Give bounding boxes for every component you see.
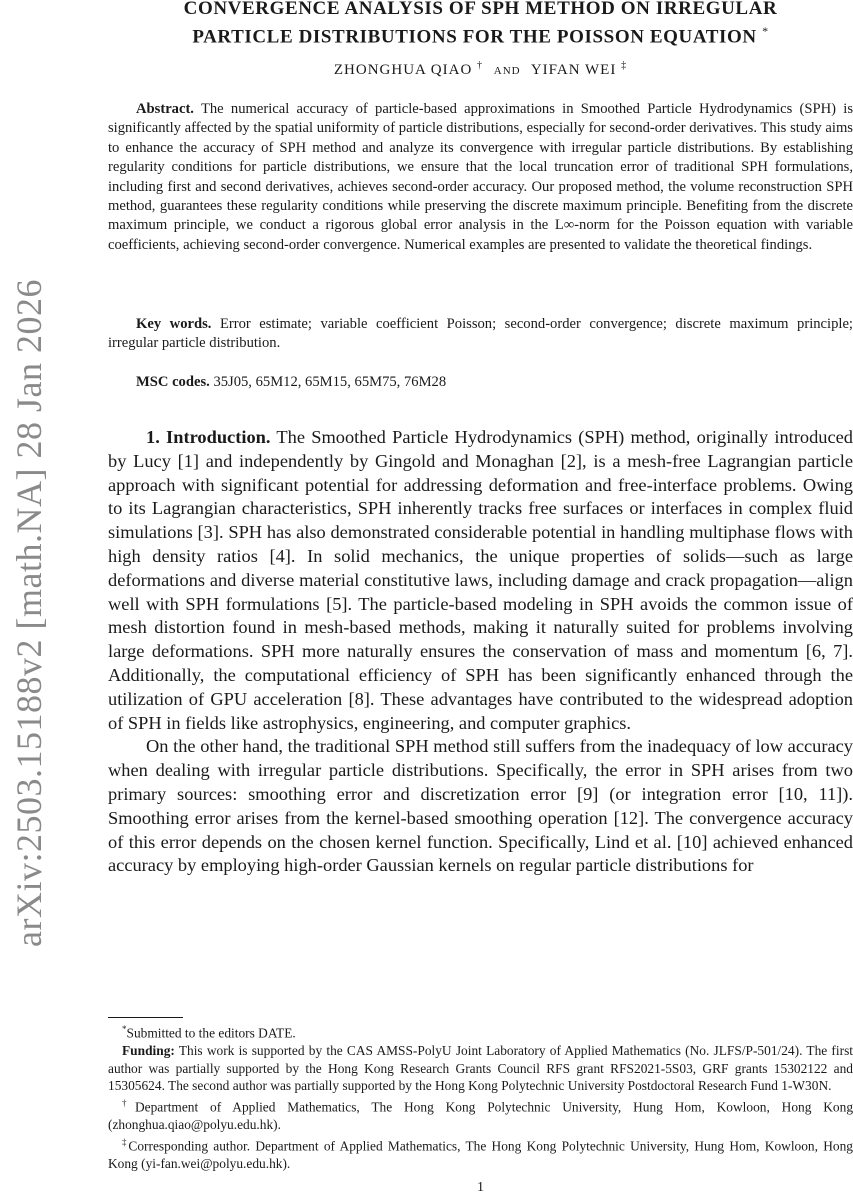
footnote-3-text: Corresponding author. Department of Applied Mathematics, The Hong Kong Polytechnic University, Hung Hom, Kowloon, Hong Kong (yi-fan.wei@polyu.edu.hk). bbox=[108, 1137, 853, 1171]
funding-text: This work is supported by the CAS AMSS-PolyU Joint Laboratory of Applied Mathematics (No. JLFS/P-501/24). The first author was partially supported by the Hong Kong Research Grants Council RFS grant RFS2021-5S03, GRF grants 15302122 and 15305624. The second author was partially supported by the Hong Kong Polytechnic University Postdoctoral Research Fund 1-W30N. bbox=[108, 1043, 853, 1094]
keywords-text: Error estimate; variable coefficient Poisson; second-order convergence; discrete maximum principle; irregular particle distribution. bbox=[108, 316, 853, 352]
footnotes bbox=[108, 1021, 853, 1172]
author-2: YIFAN WEI bbox=[530, 62, 617, 78]
keywords-label: Key words. bbox=[136, 316, 212, 332]
intro-paragraph-1-text: The Smoothed Particle Hydrodynamics (SPH) method, originally introduced by Lucy [1] and independently by Gingold and Monaghan [2], is a mesh-free Lagrangian particle approach with significant potential for addressing deformation and free-interface problems. Owing to its Lagrangian characteristics, SPH inherently tracks free surfaces or interfaces in complex fluid simulations [3]. SPH has also demonstrated considerable potential in handling multiphase flows with high density ratios [4]. In solid mechanics, the unique properties of solids—such as large deformations and diverse material constitutive laws, including damage and crack propagation—align well with SPH formulations [5]. The particle-based modeling in SPH avoids the common issue of mesh distortion found in mesh-based methods, making it naturally suited for problems involving large deformations. SPH more naturally ensures the conservation of mass and momentum [6, 7]. Additionally, the computational efficiency of SPH has been significantly enhanced through the utilization of GPU acceleration [8]. These advantages have contributed to the widespread adoption of SPH in fields like astrophysics, engineering, and computer graphics. bbox=[108, 427, 853, 733]
arxiv-identifier: arXiv:2503.15188v2 [math.NA] 28 Jan 2026 bbox=[9, 279, 49, 947]
funding-label: Funding: bbox=[122, 1043, 175, 1059]
page-number: 1 bbox=[477, 1180, 484, 1195]
title-footnote-mark: * bbox=[762, 24, 769, 38]
paper-title bbox=[108, 0, 853, 48]
author-conjunction: AND bbox=[493, 65, 521, 77]
abstract bbox=[108, 100, 853, 255]
footnote-1-mark: * bbox=[122, 1024, 127, 1034]
introduction-section bbox=[108, 426, 853, 878]
footnote-funding bbox=[108, 1042, 853, 1095]
author-1: ZHONGHUA QIAO bbox=[333, 62, 473, 78]
title-line-2-text: PARTICLE DISTRIBUTIONS FOR THE POISSON EQUATION bbox=[192, 26, 757, 48]
footnote-3-mark: ‡ bbox=[122, 1136, 129, 1147]
footnote-author-2 bbox=[108, 1134, 853, 1173]
abstract-label: Abstract. bbox=[136, 101, 194, 117]
footnote-2-mark: † bbox=[122, 1097, 135, 1108]
footnote-2-text: Department of Applied Mathematics, The Hong Kong Polytechnic University, Hung Hom, Kowloon, Hong Kong (zhonghua.qiao@polyu.edu.hk). bbox=[108, 1099, 853, 1132]
author-2-mark: ‡ bbox=[621, 60, 628, 71]
author-list bbox=[108, 60, 853, 79]
keywords bbox=[108, 315, 853, 354]
author-1-mark: † bbox=[477, 60, 484, 71]
footnote-submitted bbox=[108, 1021, 853, 1042]
msc-text: 35J05, 65M12, 65M15, 65M75, 76M28 bbox=[213, 374, 447, 390]
footnote-rule bbox=[108, 1017, 183, 1018]
title-line-1: CONVERGENCE ANALYSIS OF SPH METHOD ON IRREGULAR bbox=[183, 0, 778, 19]
intro-paragraph-1 bbox=[108, 426, 853, 735]
msc-codes bbox=[108, 373, 853, 392]
title-line-2 bbox=[108, 20, 853, 48]
intro-paragraph-2: On the other hand, the traditional SPH method still suffers from the inadequacy of low accuracy when dealing with irregular particle distributions. Specifically, the error in SPH arises from two primary sources: smoothing error and discretization error [9] (or integration error [10, 11]). Smoothing error arises from the kernel-based smoothing operation [12]. The convergence accuracy of this error depends on the chosen kernel function. Specifically, Lind et al. [10] achieved enhanced accuracy by employing high-order Gaussian kernels on regular particle distributions for bbox=[108, 736, 853, 876]
abstract-text: The numerical accuracy of particle-based approximations in Smoothed Particle Hydrodynamics (SPH) is significantly affected by the spatial uniformity of particle distributions, especially for second-order derivatives. This study aims to enhance the accuracy of SPH method and analyze its convergence with irregular particle distributions. By establishing regularity conditions for particle distributions, we ensure that the local truncation error of traditional SPH formulations, including first and second derivatives, achieves second-order accuracy. Our proposed method, the volume reconstruction SPH method, guarantees these regularity conditions while preserving the discrete maximum principle. Benefiting from the discrete maximum principle, we conduct a rigorous global error analysis in the L∞-norm for the Poisson equation with variable coefficients, achieving second-order convergence. Numerical examples are presented to validate the theoretical findings. bbox=[108, 101, 853, 253]
section-heading: 1. Introduction. bbox=[146, 427, 271, 447]
footnote-author-1 bbox=[108, 1095, 853, 1134]
footnote-1-text: Submitted to the editors DATE. bbox=[126, 1025, 296, 1041]
msc-label: MSC codes. bbox=[136, 374, 210, 390]
